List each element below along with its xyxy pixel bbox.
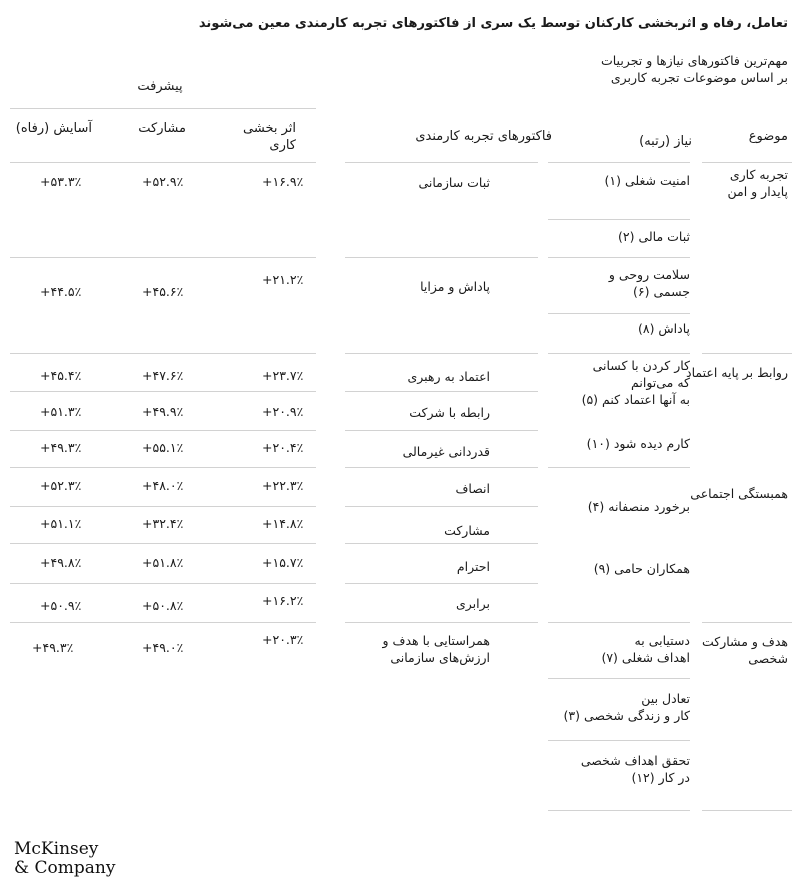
row-divider xyxy=(345,430,538,431)
header-divider-factors xyxy=(345,162,538,163)
subtitle-line-2: بر اساس موضوعات تجربه کاربری xyxy=(610,70,788,85)
topic-line-1: هدف و مشارکت xyxy=(701,634,788,649)
topic-trust-relationships xyxy=(678,364,788,381)
row-divider xyxy=(10,391,316,392)
need-divider xyxy=(548,467,690,468)
effectiveness-header-line-2: کاری xyxy=(269,138,296,153)
factor-engagement-value: +۳۲.۴٪ xyxy=(142,516,184,531)
factor-name: رابطه با شرکت xyxy=(409,405,490,420)
topic-line-2: شخصی xyxy=(748,651,788,666)
factor-wellbeing-value: +۵۱.۱٪ xyxy=(40,516,82,531)
row-divider xyxy=(345,543,538,544)
need-reward xyxy=(555,320,690,337)
need-line-1: همکاران حامی (۹) xyxy=(593,561,690,576)
progress-group-header: پیشرفت xyxy=(137,79,183,94)
factor-name: برابری xyxy=(455,596,490,611)
need-line-2: در کار (۱۲) xyxy=(631,770,690,785)
factor-engagement-value: +۵۲.۹٪ xyxy=(142,174,184,189)
engagement-column-header: مشارکت xyxy=(138,121,186,136)
factor-engagement-value: +۵۰.۸٪ xyxy=(142,598,184,613)
topic-line-1: تجربه کاری xyxy=(729,167,788,182)
factor-wellbeing-value: +۴۵.۴٪ xyxy=(40,368,82,383)
row-divider xyxy=(345,353,538,354)
row-divider xyxy=(345,391,538,392)
wellbeing-column-header: آسایش (رفاه) xyxy=(15,121,92,136)
row-divider xyxy=(345,467,538,468)
need-fair-treatment xyxy=(555,498,690,515)
need-line-1: تعادل بین xyxy=(641,691,690,706)
need-line-1: تحقق اهداف شخصی xyxy=(580,753,690,768)
factor-name xyxy=(310,632,490,666)
factor-wellbeing-value: +۴۹.۳٪ xyxy=(32,640,74,655)
need-work-life-balance xyxy=(540,690,690,724)
factor-wellbeing-value: +۵۲.۳٪ xyxy=(40,478,82,493)
factor-effectiveness-value: +۲۰.۹٪ xyxy=(262,404,304,419)
header-divider-topics xyxy=(702,162,792,163)
factor-name-line-2: ارزش‌های سازمانی xyxy=(390,650,490,665)
effectiveness-column-header xyxy=(230,120,296,154)
page-title: تعامل، رفاه و اثربخشی کارکنان توسط یک سری از فاکتورهای تجربه کارمندی معین می‌شوند xyxy=(198,16,788,31)
header-divider-metrics xyxy=(10,162,316,163)
factor-engagement-value: +۴۵.۶٪ xyxy=(142,284,184,299)
factor-engagement-value: +۴۹.۰٪ xyxy=(142,640,184,655)
need-line-2: که می‌توانم xyxy=(631,375,690,390)
logo-line-2: & Company xyxy=(14,858,116,878)
factor-engagement-value: +۵۱.۸٪ xyxy=(142,555,184,570)
need-line-1: ثبات مالی (۲) xyxy=(618,229,690,244)
row-divider xyxy=(345,506,538,507)
factor-effectiveness-value: +۱۶.۲٪ xyxy=(262,593,304,608)
row-divider xyxy=(10,622,316,623)
need-divider xyxy=(548,622,690,623)
topic-purpose-contribution xyxy=(688,633,788,667)
factor-effectiveness-value: +۲۰.۳٪ xyxy=(262,632,304,647)
need-line-1: پاداش (۸) xyxy=(637,321,690,336)
row-divider xyxy=(10,467,316,468)
factor-name: انصاف xyxy=(455,481,490,496)
need-line-1: برخورد منصفانه (۴) xyxy=(587,499,690,514)
factor-effectiveness-value: +۱۶.۹٪ xyxy=(262,174,304,189)
row-divider xyxy=(10,257,316,258)
factor-wellbeing-value: +۴۹.۳٪ xyxy=(40,440,82,455)
need-line-2: اهداف شغلی (۷) xyxy=(601,650,690,665)
topic-divider-bottom xyxy=(702,810,792,811)
need-job-security xyxy=(555,172,690,189)
row-divider xyxy=(345,583,538,584)
row-divider xyxy=(10,506,316,507)
need-divider xyxy=(548,678,690,679)
factor-wellbeing-value: +۴۴.۵٪ xyxy=(40,284,82,299)
need-work-recognized xyxy=(555,435,690,452)
header-divider-needs xyxy=(548,162,690,163)
topic-stable-secure xyxy=(688,166,788,200)
need-divider xyxy=(548,313,690,314)
topic-social-cohesion xyxy=(678,485,788,502)
need-financial-stability xyxy=(555,228,690,245)
need-divider xyxy=(548,353,690,354)
need-column-header: نیاز (رتبه) xyxy=(639,134,692,149)
need-line-1: امنیت شغلی (۱) xyxy=(604,173,690,188)
row-divider xyxy=(10,583,316,584)
need-trusted-colleagues xyxy=(550,357,690,408)
factor-effectiveness-value: +۱۵.۷٪ xyxy=(262,555,304,570)
factor-effectiveness-value: +۲۲.۳٪ xyxy=(262,478,304,493)
progress-group-divider xyxy=(10,108,316,109)
need-line-1: کار کردن با کسانی xyxy=(592,358,690,373)
topic-divider xyxy=(702,622,792,623)
factor-name: پاداش و مزایا xyxy=(420,279,490,294)
factor-name: اعتماد به رهبری xyxy=(407,369,490,384)
topic-line-1: همبستگی اجتماعی xyxy=(690,486,788,501)
factor-wellbeing-value: +۴۹.۸٪ xyxy=(40,555,82,570)
need-personal-goals xyxy=(550,752,690,786)
factor-wellbeing-value: +۵۰.۹٪ xyxy=(40,598,82,613)
topic-line-2: پایدار و امن xyxy=(727,184,788,199)
need-divider xyxy=(548,740,690,741)
need-mental-physical-health xyxy=(555,266,690,300)
factor-engagement-value: +۴۸.۰٪ xyxy=(142,478,184,493)
factor-engagement-value: +۵۵.۱٪ xyxy=(142,440,184,455)
topic-line-1: روابط بر پایه اعتماد xyxy=(686,365,788,380)
factor-name: ثبات سازمانی xyxy=(418,175,490,190)
mckinsey-logo xyxy=(14,840,115,878)
need-divider xyxy=(548,219,690,220)
need-line-1: سلامت روحی و xyxy=(608,267,690,282)
need-line-3: به آنها اعتماد کنم (۵) xyxy=(581,392,690,407)
effectiveness-header-line-1: اثر بخشی xyxy=(243,121,296,136)
subtitle-line-1: مهم‌ترین فاکتورهای نیازها و تجربیات xyxy=(600,53,788,68)
need-divider xyxy=(548,257,690,258)
need-line-2: کار و زندگی شخصی (۳) xyxy=(563,708,690,723)
need-line-1: دستیابی به xyxy=(634,633,690,648)
logo-line-1: McKinsey xyxy=(14,839,99,859)
factor-effectiveness-value: +۱۴.۸٪ xyxy=(262,516,304,531)
topic-divider xyxy=(702,353,792,354)
factor-effectiveness-value: +۲۰.۴٪ xyxy=(262,440,304,455)
row-divider xyxy=(10,543,316,544)
need-supportive-colleagues xyxy=(555,560,690,577)
factor-engagement-value: +۴۷.۶٪ xyxy=(142,368,184,383)
factor-effectiveness-value: +۲۱.۲٪ xyxy=(262,272,304,287)
factor-effectiveness-value: +۲۳.۷٪ xyxy=(262,368,304,383)
need-divider-bottom xyxy=(548,810,690,811)
need-line-1: کارم دیده شود (۱۰) xyxy=(586,436,690,451)
factor-name: مشارکت xyxy=(444,523,490,538)
page-subtitle xyxy=(288,52,788,86)
row-divider xyxy=(10,353,316,354)
factor-name-line-1: همراستایی با هدف و xyxy=(382,633,490,648)
need-career-goals xyxy=(555,632,690,666)
topic-column-header: موضوع xyxy=(748,129,788,144)
factor-wellbeing-value: +۵۳.۳٪ xyxy=(40,174,82,189)
factor-engagement-value: +۴۹.۹٪ xyxy=(142,404,184,419)
factor-wellbeing-value: +۵۱.۳٪ xyxy=(40,404,82,419)
need-line-2: جسمی (۶) xyxy=(633,284,690,299)
factor-name: قدردانی غیرمالی xyxy=(402,444,490,459)
factors-column-header: فاکتورهای تجربه کارمندی xyxy=(415,129,552,144)
row-divider xyxy=(10,430,316,431)
row-divider xyxy=(345,257,538,258)
row-divider xyxy=(345,622,538,623)
factor-name: احترام xyxy=(456,559,490,574)
